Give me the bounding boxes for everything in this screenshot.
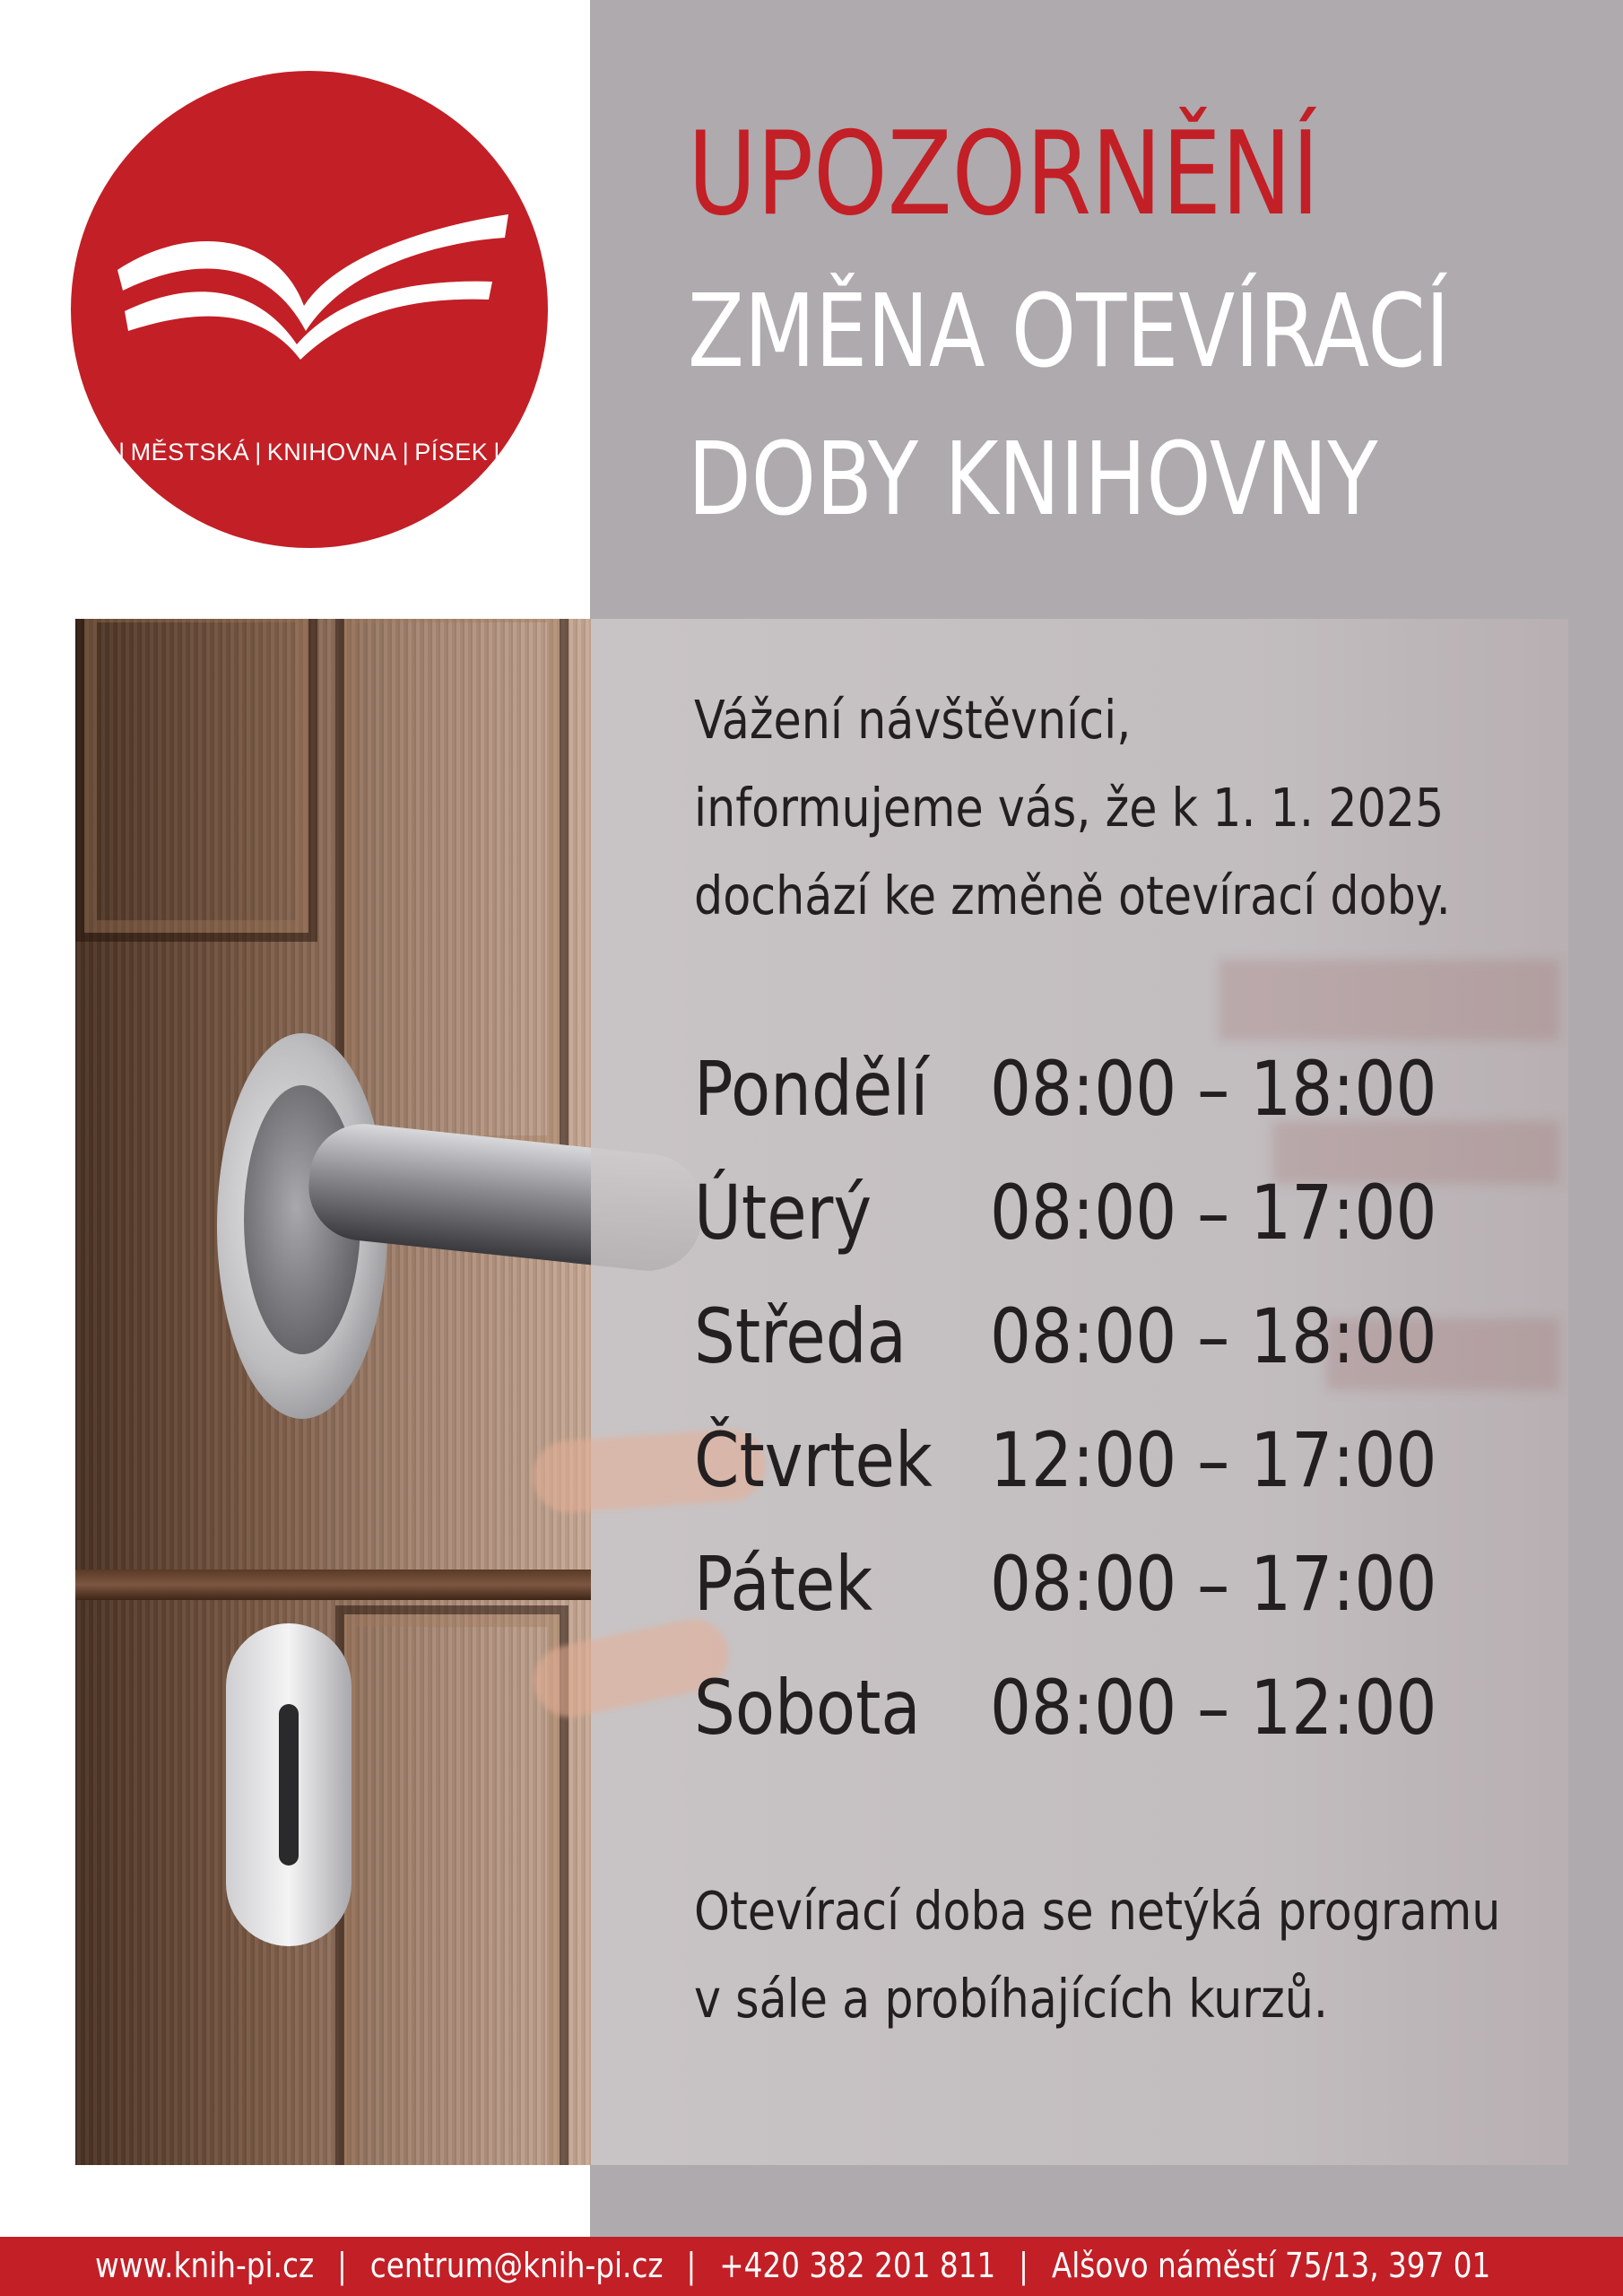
logo-word-knihovna: KNIHOVNA	[266, 439, 397, 465]
note-line-2: v sále a probíhajících kurzů.	[694, 1968, 1329, 2030]
logo-separator: |	[118, 439, 126, 465]
logo-separator: |	[493, 439, 500, 465]
footer-separator: |	[336, 2246, 347, 2285]
footer-website-link[interactable]: www.knih-pi.cz	[95, 2246, 315, 2285]
footer-separator: |	[1019, 2246, 1029, 2285]
library-logo	[71, 71, 548, 548]
intro-line-3: dochází ke změně otevírací doby.	[694, 865, 1451, 926]
schedule-day: Čtvrtek	[694, 1416, 933, 1504]
keyhole-icon	[279, 1704, 299, 1866]
schedule-day: Středa	[694, 1292, 907, 1380]
footer-address: Alšovo náměstí 75/13, 397 01	[1051, 2246, 1491, 2285]
logo-separator: |	[402, 439, 410, 465]
schedule-hours: 08:00 – 12:00	[990, 1664, 1437, 1752]
footer-email-link[interactable]: centrum@knih-pi.cz	[369, 2246, 664, 2285]
schedule-hours: 08:00 – 18:00	[990, 1292, 1437, 1380]
schedule-day: Pondělí	[694, 1045, 929, 1133]
open-book-icon	[71, 71, 548, 548]
logo-separator: |	[255, 439, 262, 465]
footer-contacts	[95, 2246, 1490, 2285]
blurred-background	[1219, 960, 1559, 1040]
schedule-hours: 12:00 – 17:00	[990, 1416, 1437, 1504]
door-panel-frame	[335, 1605, 568, 2165]
door-panel-frame	[75, 619, 317, 942]
door-panel-frame	[335, 619, 568, 1157]
wooden-door	[75, 619, 591, 2165]
footer-phone[interactable]: +420 382 201 811	[719, 2246, 996, 2285]
schedule-hours: 08:00 – 18:00	[990, 1045, 1437, 1133]
footer-bar	[0, 2237, 1623, 2296]
schedule-day: Pátek	[694, 1540, 873, 1628]
schedule-day: Sobota	[694, 1664, 921, 1752]
logo-text	[71, 439, 548, 466]
note-line-1: Otevírací doba se netýká programu	[694, 1880, 1501, 1942]
logo-word-pisek: PÍSEK	[414, 439, 489, 465]
intro-line-2: informujeme vás, že k 1. 1. 2025	[694, 777, 1445, 839]
footer-separator: |	[686, 2246, 697, 2285]
logo-word-mestska: MĚSTSKÁ	[130, 439, 250, 465]
title-line-2: DOBY KNIHOVNY	[688, 422, 1378, 538]
schedule-hours: 08:00 – 17:00	[990, 1540, 1437, 1628]
title-line-1: ZMĚNA OTEVÍRACÍ	[688, 274, 1450, 390]
intro-greeting: Vážení návštěvníci,	[694, 689, 1132, 751]
notice-heading: UPOZORNĚNÍ	[688, 108, 1320, 241]
schedule-day: Úterý	[694, 1169, 872, 1257]
door-rail	[75, 1570, 591, 1600]
schedule-hours: 08:00 – 17:00	[990, 1169, 1437, 1257]
